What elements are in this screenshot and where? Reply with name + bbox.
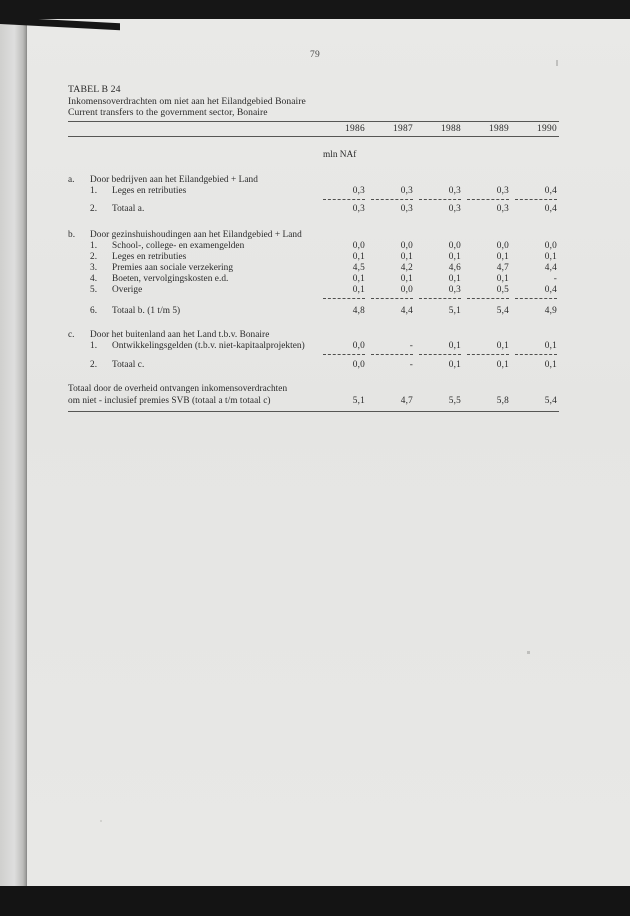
row-number: 6.	[90, 306, 98, 316]
cell-1990: 0,1	[544, 252, 557, 262]
subtotal-separator	[323, 353, 559, 356]
row-values	[323, 203, 559, 215]
cell-1990: -	[553, 274, 557, 284]
grand-total-label-line1: Totaal door de overheid ontvangen inkomensoverdrachten	[68, 384, 288, 394]
cell-1988: 5,5	[448, 396, 461, 406]
row-number: 1.	[90, 341, 98, 351]
separator-segment	[419, 199, 461, 200]
row-number: 4.	[90, 274, 98, 284]
cell-1987: 0,3	[400, 204, 413, 214]
year-cells	[323, 123, 559, 135]
cell-1986: 4,8	[352, 306, 365, 316]
table-row	[68, 284, 559, 296]
page-gutter-line	[26, 18, 27, 886]
scan-speck	[556, 60, 558, 66]
cell-1987: 0,3	[400, 186, 413, 196]
row-label: Totaal a.	[112, 204, 145, 214]
page-number: 79	[309, 50, 321, 60]
cell-1987: -	[409, 341, 413, 351]
cell-1986: 0,1	[352, 252, 365, 262]
section-c-heading: Door het buitenland aan het Land t.b.v. Bonaire	[90, 330, 270, 340]
separator-segment	[515, 199, 557, 200]
cell-1987: 4,4	[400, 306, 413, 316]
cell-1990: 4,9	[544, 306, 557, 316]
table-row	[68, 340, 559, 352]
cell-1989: 0,3	[496, 204, 509, 214]
cell-1989: 5,4	[496, 306, 509, 316]
row-label: Leges en retributies	[112, 252, 187, 262]
cell-1986: 0,0	[352, 241, 365, 251]
cell-1987: 0,1	[400, 252, 413, 262]
cell-1988: 0,3	[448, 204, 461, 214]
section-c-letter: c.	[68, 330, 75, 340]
separator-segment	[515, 354, 557, 355]
grand-total-label-line2: om niet - inclusief premies SVB (totaal a t/m totaal c)	[68, 395, 271, 406]
separator-segment	[371, 199, 413, 200]
row-number: 3.	[90, 263, 98, 273]
unit-label: mln NAf	[323, 150, 357, 160]
cell-1990: 4,4	[544, 263, 557, 273]
row-label: Overige	[112, 285, 143, 295]
cell-1986: 0,0	[352, 360, 365, 370]
scan-bottom-edge	[0, 886, 630, 916]
cell-1987: 4,2	[400, 263, 413, 273]
cell-1989: 0,1	[496, 274, 509, 284]
year-header-1989: 1989	[489, 124, 509, 134]
row-values	[323, 395, 559, 407]
row-label: Leges en retributies	[112, 186, 187, 196]
cell-1988: 0,1	[448, 360, 461, 370]
year-header-1986: 1986	[345, 124, 365, 134]
cell-1988: 0,3	[448, 186, 461, 196]
separator-segment	[371, 354, 413, 355]
row-number: 2.	[90, 252, 98, 262]
row-label: Premies aan sociale verzekering	[112, 263, 234, 273]
table-header-row	[68, 123, 559, 135]
table-id: TABEL B 24	[68, 84, 121, 95]
cell-1988: 5,1	[448, 306, 461, 316]
year-header-1990: 1990	[537, 124, 557, 134]
cell-1989: 4,7	[496, 263, 509, 273]
row-label: School-, college- en examengelden	[112, 241, 245, 251]
row-number: 5.	[90, 285, 98, 295]
cell-1989: 0,5	[496, 285, 509, 295]
row-label: Totaal c.	[112, 360, 145, 370]
row-values	[323, 340, 559, 352]
cell-1988: 0,0	[448, 241, 461, 251]
cell-1988: 0,1	[448, 274, 461, 284]
scan-speck	[527, 651, 530, 654]
cell-1988: 0,1	[448, 341, 461, 351]
paper-sheet	[12, 18, 630, 886]
section-b-heading: Door gezinshuishoudingen aan het Eilandgebied + Land	[90, 230, 302, 240]
section-b-letter: b.	[68, 230, 76, 240]
table-total-row	[68, 203, 559, 215]
section-a-letter: a.	[68, 175, 75, 185]
year-header-1987: 1987	[393, 124, 413, 134]
cell-1987: 0,0	[400, 241, 413, 251]
row-label: Ontwikkelingsgelden (t.b.v. niet-kapitaalprojekten)	[112, 341, 305, 351]
row-number: 1.	[90, 241, 98, 251]
cell-1989: 0,3	[496, 186, 509, 196]
separator-segment	[515, 298, 557, 299]
separator-segment	[419, 298, 461, 299]
page-gutter	[0, 18, 26, 886]
separator-segment	[467, 298, 509, 299]
grand-total-row	[68, 395, 559, 407]
table-rule-bottom	[68, 411, 559, 412]
row-values	[323, 305, 559, 317]
table-title-nl: Inkomensoverdrachten om niet aan het Eilandgebied Bonaire	[68, 95, 306, 107]
row-label: Boeten, vervolgingskosten e.d.	[112, 274, 229, 284]
row-number: 2.	[90, 204, 98, 214]
row-values	[323, 284, 559, 296]
cell-1990: 0,4	[544, 204, 557, 214]
cell-1987: 4,7	[400, 396, 413, 406]
cell-1990: 0,4	[544, 186, 557, 196]
row-values	[323, 359, 559, 371]
cell-1989: 0,1	[496, 341, 509, 351]
cell-1990: 0,1	[544, 341, 557, 351]
scan-top-edge	[0, 0, 630, 19]
row-values	[323, 185, 559, 197]
separator-segment	[323, 298, 365, 299]
cell-1988: 4,6	[448, 263, 461, 273]
cell-1986: 0,0	[352, 341, 365, 351]
cell-1989: 0,1	[496, 252, 509, 262]
cell-1990: 0,4	[544, 285, 557, 295]
cell-1988: 0,3	[448, 285, 461, 295]
row-label: Totaal b. (1 t/m 5)	[112, 306, 181, 316]
cell-1990: 0,0	[544, 241, 557, 251]
cell-1989: 0,0	[496, 241, 509, 251]
cell-1990: 0,1	[544, 360, 557, 370]
scan-speck	[100, 820, 102, 822]
row-number: 2.	[90, 360, 98, 370]
separator-segment	[323, 199, 365, 200]
separator-segment	[467, 199, 509, 200]
table-rule-under-years	[68, 136, 559, 137]
separator-segment	[323, 354, 365, 355]
separator-segment	[419, 354, 461, 355]
cell-1988: 0,1	[448, 252, 461, 262]
cell-1989: 0,1	[496, 360, 509, 370]
table-row	[68, 185, 559, 197]
cell-1987: 0,0	[400, 285, 413, 295]
table-rule-top	[68, 121, 559, 122]
table-title-en: Current transfers to the government sector, Bonaire	[68, 107, 268, 119]
cell-1986: 0,1	[352, 274, 365, 284]
cell-1986: 4,5	[352, 263, 365, 273]
row-number: 1.	[90, 186, 98, 196]
cell-1986: 5,1	[352, 396, 365, 406]
cell-1987: -	[409, 360, 413, 370]
cell-1987: 0,1	[400, 274, 413, 284]
cell-1986: 0,3	[352, 204, 365, 214]
subtotal-separator	[323, 198, 559, 201]
cell-1989: 5,8	[496, 396, 509, 406]
subtotal-separator	[323, 297, 559, 300]
separator-segment	[371, 298, 413, 299]
section-a-heading: Door bedrijven aan het Eilandgebied + Land	[90, 175, 258, 185]
cell-1986: 0,1	[352, 285, 365, 295]
table-total-row	[68, 359, 559, 371]
cell-1986: 0,3	[352, 186, 365, 196]
cell-1990: 5,4	[544, 396, 557, 406]
separator-segment	[467, 354, 509, 355]
year-header-1988: 1988	[441, 124, 461, 134]
table-total-row	[68, 305, 559, 317]
